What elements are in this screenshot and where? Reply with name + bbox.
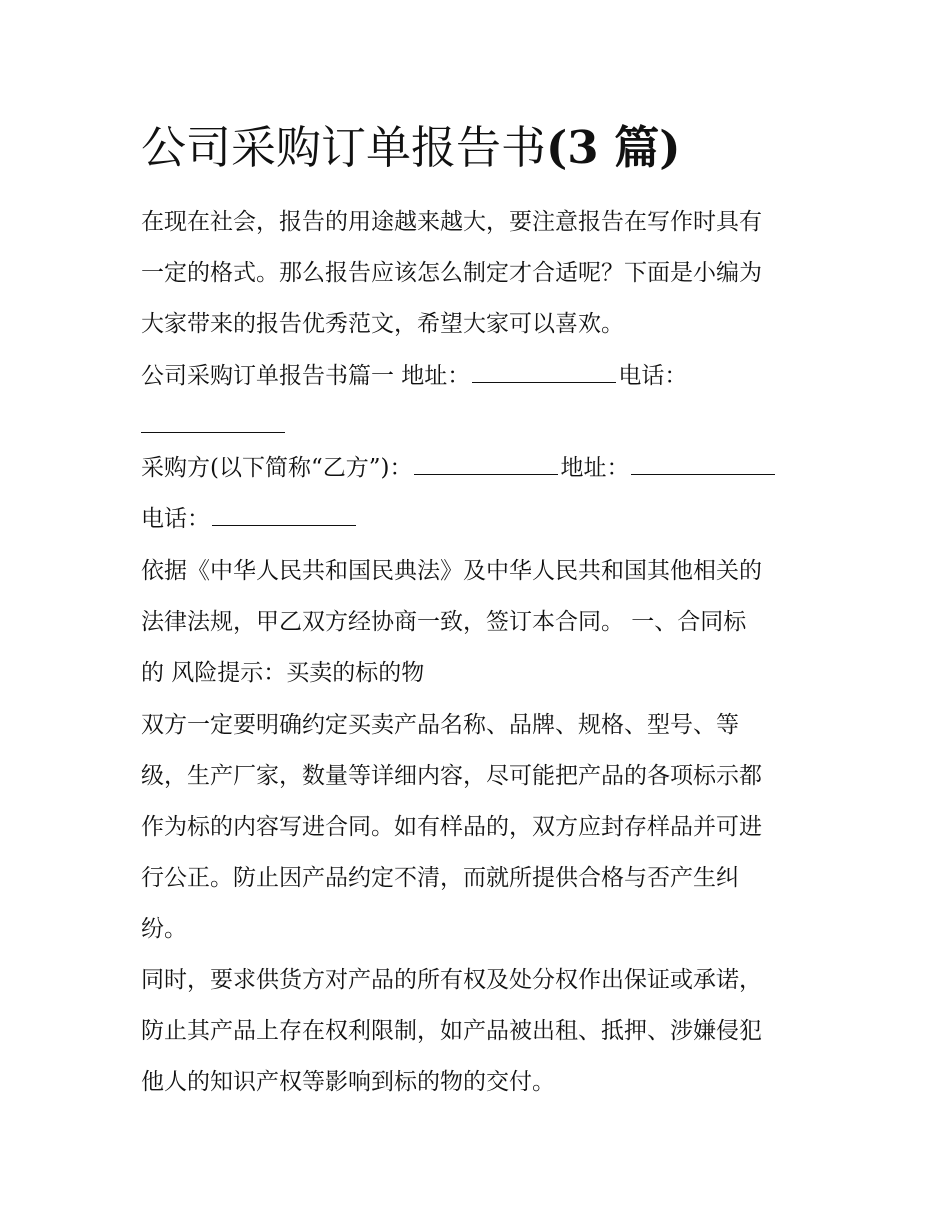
intro-line-3: 大家带来的报告优秀范文，希望大家可以喜欢。 bbox=[141, 311, 624, 337]
seller-phone-label: 电话： bbox=[618, 363, 688, 389]
intro-line-2: 一定的格式。那么报告应该怎么制定才合适呢？下面是小编为 bbox=[141, 260, 762, 286]
title-main: 公司采购订单报告书 bbox=[141, 121, 547, 174]
buyer-address-label: 地址： bbox=[560, 455, 630, 481]
para2-line-5: 纷。 bbox=[141, 916, 187, 942]
buyer-label: 采购方(以下简称“乙方”)： bbox=[141, 455, 413, 481]
para3-line-3: 他人的知识产权等影响到标的物的交付。 bbox=[141, 1069, 555, 1095]
para3-line-1: 同时，要求供货方对产品的所有权及处分权作出保证或承诺， bbox=[141, 967, 762, 993]
basis-line-3: 的 风险提示：买卖的标的物 bbox=[141, 660, 425, 686]
title-suffix: (3 篇) bbox=[546, 121, 681, 174]
section1-heading: 公司采购订单报告书篇一 地址： bbox=[141, 363, 471, 389]
para2-line-1: 双方一定要明确约定买卖产品名称、品牌、规格、型号、等 bbox=[141, 712, 739, 738]
section1-heading-line bbox=[141, 360, 821, 392]
buyer-phone-line bbox=[141, 503, 821, 535]
seller-phone-blank bbox=[141, 410, 285, 433]
document-title bbox=[141, 118, 681, 178]
para2-line-4: 行公正。防止因产品约定不清，而就所提供合格与否产生纠 bbox=[141, 865, 739, 891]
para2-line-3: 作为标的内容写进合同。如有样品的，双方应封存样品并可进 bbox=[141, 814, 762, 840]
para2-line-2: 级，生产厂家，数量等详细内容，尽可能把产品的各项标示都 bbox=[141, 763, 762, 789]
seller-phone-blank-line bbox=[141, 410, 821, 442]
buyer-address-blank bbox=[631, 452, 775, 475]
para3-line-2: 防止其产品上存在权利限制，如产品被出租、抵押、涉嫌侵犯 bbox=[141, 1018, 762, 1044]
intro-line-1: 在现在社会，报告的用途越来越大，要注意报告在写作时具有 bbox=[141, 209, 762, 235]
seller-address-blank bbox=[472, 360, 616, 383]
buyer-name-blank bbox=[414, 452, 558, 475]
buyer-phone-blank bbox=[212, 503, 356, 526]
buyer-line bbox=[141, 452, 821, 484]
basis-line-1: 依据《中华人民共和国民典法》及中华人民共和国其他相关的 bbox=[141, 558, 762, 584]
basis-line-2: 法律法规，甲乙双方经协商一致，签订本合同。 一、合同标 bbox=[141, 609, 747, 635]
buyer-phone-label: 电话： bbox=[141, 506, 210, 532]
